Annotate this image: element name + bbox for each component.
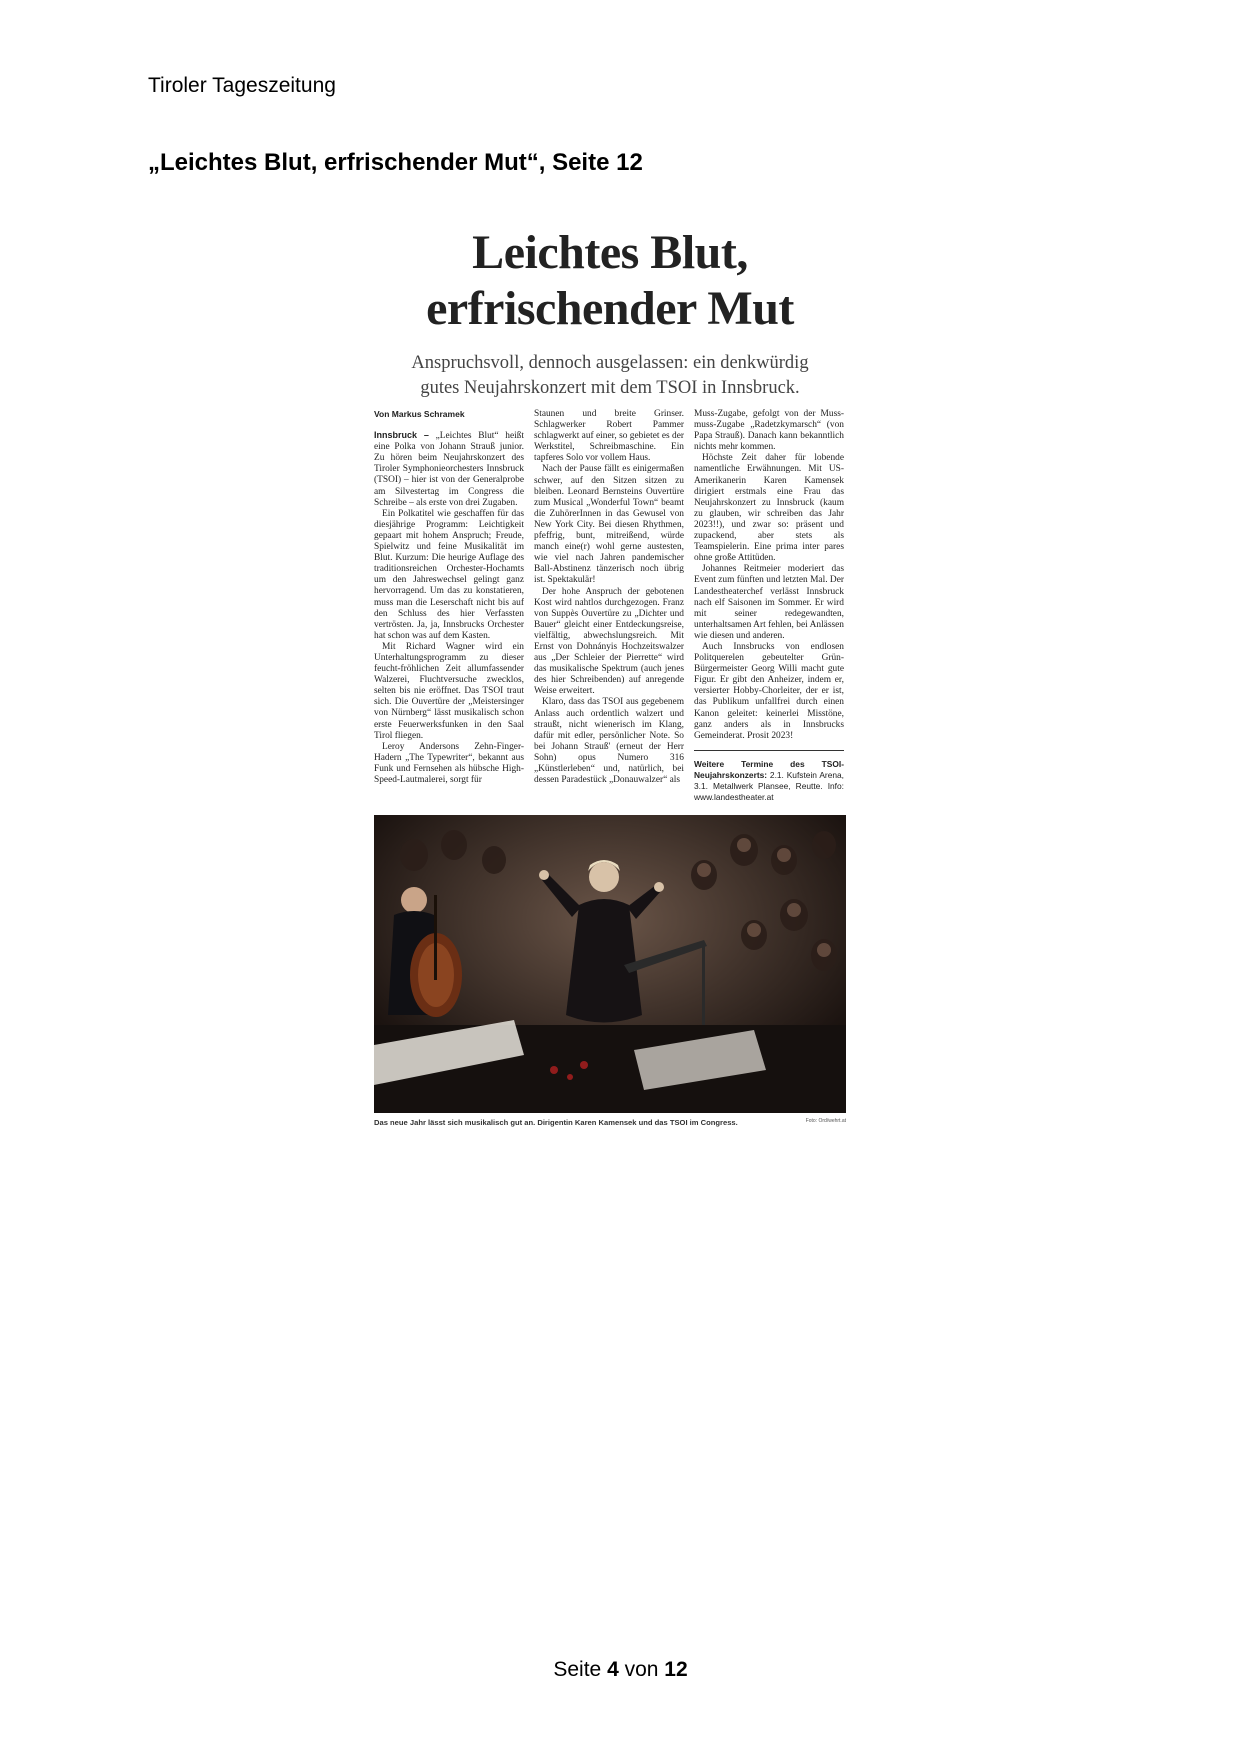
article-column-2 (534, 409, 684, 803)
article-column-3 (694, 409, 844, 803)
paragraph: Der hohe Anspruch der gebotenen Kost wird nahtlos durchgezogen. Franz von Suppès Ouvertüre zu „Dichter und Bauer“ gleicht einer Entdeckungsreise, vielfältig, abwechslungsreich. Mit Ernst von Dohnányis Hochzeitswalzer aus „Der Schleier der Pierrette“ wird das musikalische Spektrum (auch jenes des hier Schreibenden) auf anregende Weise erweitert. (534, 586, 684, 697)
newspaper-source: Tiroler Tageszeitung (148, 74, 336, 97)
info-box (694, 759, 844, 803)
subhead-line-1: Anspruchsvoll, dennoch ausgelassen: ein denkwürdig (411, 353, 809, 373)
page-separator: von (618, 1658, 665, 1681)
article-subhead (374, 351, 846, 401)
concert-photo-illustration (374, 815, 846, 1113)
caption-text: Das neue Jahr lässt sich musikalisch gut an. Dirigentin Karen Kamensek und das TSOI im Congress. (374, 1117, 738, 1127)
byline: Von Markus Schramek (374, 409, 465, 419)
photo-credit: Foto: Ord/wehrt.at (805, 1117, 846, 1124)
paragraph: Staunen und breite Grinser. Schlagwerker Robert Pammer schlagwerkt auf einer, so gebietet es der Werkstitel, Schreibmaschine. Ein tapferes Solo vor vollem Haus. (534, 409, 684, 464)
info-divider (694, 750, 844, 751)
concert-photo (374, 815, 846, 1113)
current-page-number: 4 (607, 1658, 619, 1681)
info-text: 2.1. Kufstein Arena, 3.1. Metallwerk Plansee, Reutte. Info: www.landestheater.at (694, 769, 844, 802)
paragraph: Mit Richard Wagner wird ein Unterhaltungsprogramm zu dieser feucht-fröhlichen Zeit allumfassender Walzerei, Fluchtversuche zwecklos, selten bis nie eröffnet. Das TSOI traut sich. Die Ouvertüre der „Meistersinger von Nürnberg“ lässt musikalisch schon erste Feuerwerksfunken in den Saal Tirol fliegen. (374, 641, 524, 741)
paragraph-text: „Leichtes Blut“ heißt eine Polka von Johann Strauß junior. Zu hören beim Neujahrskonzert des Tiroler Symphonieorchesters Innsbruck (TSOI) – hier ist von der Generalprobe am Silvestertag im Congress die Schreibe – als erste von drei Zugaben. (374, 431, 525, 508)
paragraph: Johannes Reitmeier moderiert das Event zum fünften und letzten Mal. Der Landestheaterchef verlässt Innsbruck nach elf Saisonen im Sommer. Er wird mit seiner redegewandten, unterhaltsamen Art fehlen, bei Anlässen wie diesen und anderen. (694, 564, 844, 641)
article-column-1 (374, 409, 524, 803)
document-title: „Leichtes Blut, erfrischender Mut“, Seite 12 (148, 149, 643, 176)
paragraph: Klaro, dass das TSOI aus gegebenem Anlass auch ordentlich walzert und straußt, nicht wienerisch im Klang, dafür mit edler, persönlicher Note. So bei Johann Strauß' (erneut der Herr Sohn) opus Numero 316 „Künstlerleben“ und, natürlich, bei dessen Paradestück „Donauwalzer“ als (534, 697, 684, 786)
info-label: Weitere Termine des TSOI-Neujahrskonzerts: (694, 758, 844, 780)
paragraph (374, 430, 524, 509)
paragraph: Muss-Zugabe, gefolgt von der Muss-muss-Zugabe „Radetzkymarsch“ (von Papa Strauß). Danach kann bekanntlich nichts mehr kommen. (694, 409, 844, 453)
article-columns (374, 409, 846, 803)
headline-line-2: erfrischender Mut (426, 282, 794, 335)
paragraph: Auch Innsbrucks von endlosen Politquerelen gebeutelter Grün-Bürgermeister Georg Willi macht gute Figur. Er gibt den Anheizer, indem er, versierter Hobby-Chorleiter, der er ist, das Publikum unfallfrei durch einen Kanon geleitet: keinerlei Misstöne, ganz anders als in Innsbrucks Gemeinderat. Prosit 2023! (694, 641, 844, 741)
page-label: Seite (553, 1658, 608, 1681)
photo-caption (374, 1118, 846, 1127)
total-pages-number: 12 (664, 1658, 688, 1681)
paragraph: Höchste Zeit daher für lobende namentliche Erwähnungen. Mit US-Amerikanerin Karen Kamensek dirigiert erstmals eine Frau das Neujahrskonzert zu Innsbruck (kaum zu glauben, wir schreiben das Jahr 2023!!), und zwar so: präsent und zupackend, aber stets als Teamspielerin. Eine prima inter pares ohne große Attitüden. (694, 453, 844, 564)
headline-line-1: Leichtes Blut, (472, 226, 748, 279)
dateline: Innsbruck – (374, 430, 429, 441)
paragraph: Nach der Pause fällt es einigermaßen schwer, auf den Sitzen sitzen zu bleiben. Leonard Bernsteins Ouvertüre zum Musical „Wonderful Town“ beamt die ZuhörerInnen in das Gewusel von New York City. Bei diesen Rhythmen, pfeffrig, bunt, mitreißend, würde manch eine(r) wohl gerne austesten, wie viel nach Jahren pandemischer Ball-Abstinenz tänzerisch noch übrig ist. Spektakulär! (534, 464, 684, 586)
paragraph: Leroy Andersons Zehn-Finger-Hadern „The Typewriter“, bekannt aus Funk und Fernsehen als hübsche High-Speed-Lautmalerei, sorgt für (374, 741, 524, 785)
subhead-line-2: gutes Neujahrskonzert mit dem TSOI in Innsbruck. (420, 378, 800, 398)
article-headline (374, 225, 846, 337)
page-footer (0, 1658, 1241, 1682)
paragraph: Ein Polkatitel wie geschaffen für das diesjährige Programm: Leichtigkeit gepaart mit hohem Anspruch; Freude, Spielwitz und feine Musikalität im Blut. Kurzum: Die heurige Auflage des traditionsreichen Orchester-Hochamts um den Jahreswechsel gelingt ganz hervorragend. Um das zu konstatieren, muss man die Leserschaft nicht bis auf den Schluss des hier Verfassten vertrösten. Ja, ja, Innsbrucks Orchester hat schon was auf dem Kasten. (374, 508, 524, 641)
newspaper-clipping (374, 225, 846, 1127)
